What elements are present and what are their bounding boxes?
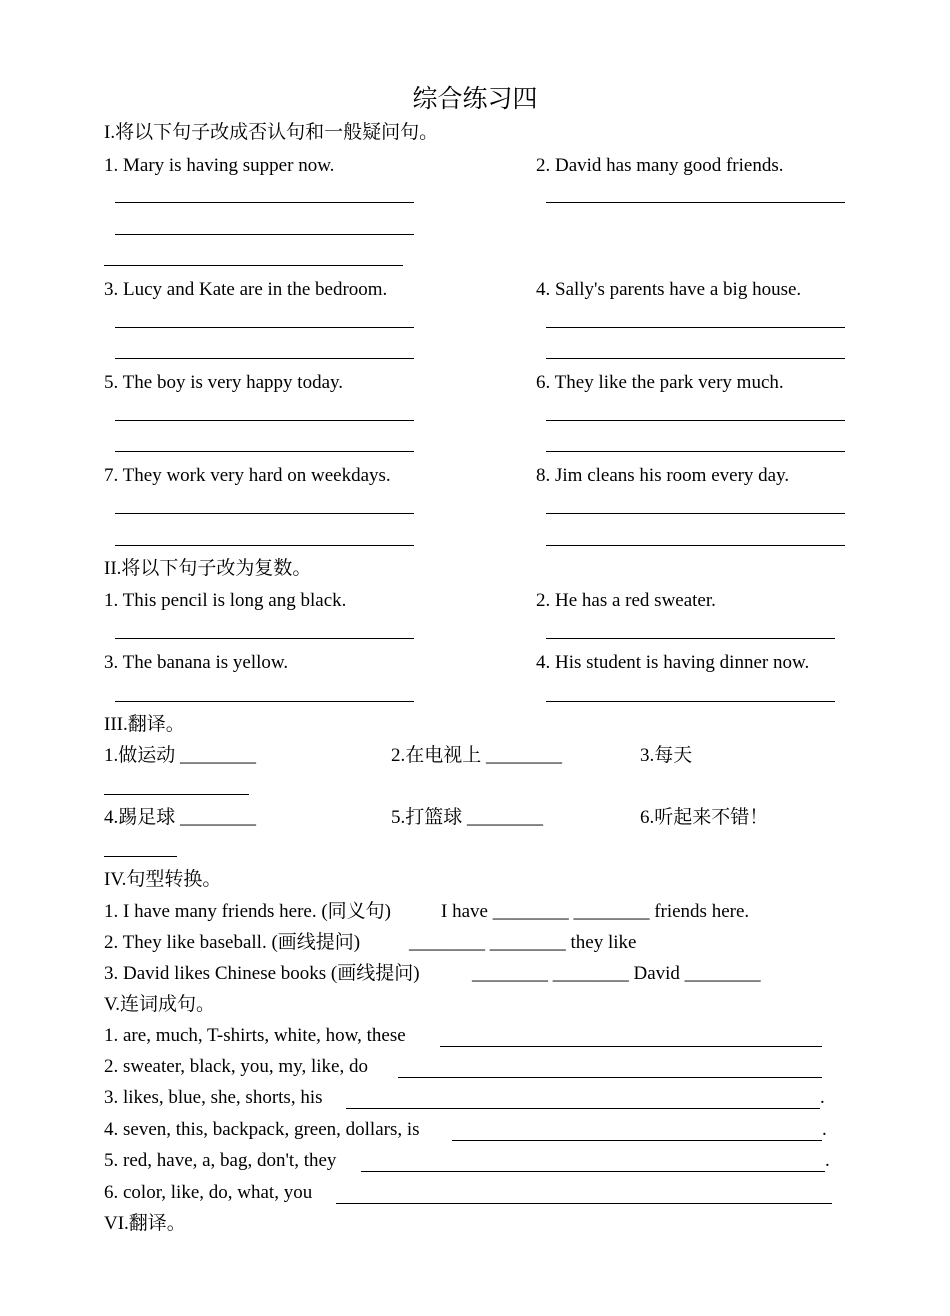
answer-line[interactable]	[546, 545, 845, 546]
answer-line[interactable]	[398, 1077, 822, 1078]
answer-line[interactable]	[115, 420, 414, 421]
answer-line[interactable]	[115, 701, 414, 702]
answer-line[interactable]	[361, 1171, 825, 1172]
s1-question-2: 2. David has many good friends.	[536, 155, 784, 176]
section-1-heading: I.将以下句子改成否认句和一般疑问句。	[104, 122, 439, 143]
s3-item-1: 1.做运动 ________	[104, 745, 257, 766]
answer-line[interactable]	[546, 420, 845, 421]
s3-item-4: 4.踢足球 ________	[104, 807, 257, 828]
s1-question-5: 5. The boy is very happy today.	[104, 372, 344, 393]
s1-question-3: 3. Lucy and Kate are in the bedroom.	[104, 279, 388, 300]
s2-question-3: 3. The banana is yellow.	[104, 652, 289, 673]
page-title: 综合练习四	[412, 86, 538, 113]
s5-question-6: 6. color, like, do, what, you	[104, 1182, 313, 1203]
s1-question-4: 4. Sally's parents have a big house.	[536, 279, 802, 300]
answer-line[interactable]	[115, 234, 414, 235]
answer-line[interactable]	[115, 513, 414, 514]
s5-period: .	[825, 1150, 830, 1171]
answer-line[interactable]	[115, 202, 414, 203]
answer-line[interactable]	[115, 638, 414, 639]
answer-line[interactable]	[104, 856, 177, 857]
s4-question-3-answer: ________ ________ David ________	[472, 963, 761, 984]
s5-question-3: 3. likes, blue, she, shorts, his	[104, 1087, 323, 1108]
section-6-heading: VI.翻译。	[104, 1213, 186, 1234]
answer-line[interactable]	[115, 358, 414, 359]
s5-question-1: 1. are, much, T-shirts, white, how, these	[104, 1025, 406, 1046]
s4-question-1-answer: I have ________ ________ friends here.	[441, 901, 750, 922]
answer-line[interactable]	[336, 1203, 832, 1204]
section-3-heading: III.翻译。	[104, 714, 185, 735]
s1-question-6: 6. They like the park very much.	[536, 372, 784, 393]
s1-question-7: 7. They work very hard on weekdays.	[104, 465, 391, 486]
s4-question-2-prompt: 2. They like baseball. (画线提问)	[104, 932, 361, 953]
s5-question-5: 5. red, have, a, bag, don't, they	[104, 1150, 337, 1171]
section-2-heading: II.将以下句子改为复数。	[104, 558, 312, 579]
answer-line[interactable]	[546, 327, 845, 328]
s3-item-5: 5.打篮球 ________	[391, 807, 544, 828]
section-5-heading: V.连词成句。	[104, 994, 216, 1015]
answer-line[interactable]	[452, 1140, 822, 1141]
answer-line[interactable]	[546, 451, 845, 452]
answer-line[interactable]	[346, 1108, 820, 1109]
answer-line[interactable]	[546, 701, 835, 702]
answer-line[interactable]	[546, 202, 845, 203]
answer-line[interactable]	[546, 638, 835, 639]
s5-period: .	[822, 1119, 827, 1140]
s5-question-2: 2. sweater, black, you, my, like, do	[104, 1056, 368, 1077]
s4-question-1-prompt: 1. I have many friends here. (同义句)	[104, 901, 392, 922]
s3-item-6: 6.听起来不错！	[640, 807, 769, 828]
s2-question-2: 2. He has a red sweater.	[536, 590, 716, 611]
answer-line[interactable]	[115, 451, 414, 452]
answer-line[interactable]	[104, 265, 403, 266]
s2-question-4: 4. His student is having dinner now.	[536, 652, 810, 673]
s1-question-1: 1. Mary is having supper now.	[104, 155, 335, 176]
answer-line[interactable]	[115, 327, 414, 328]
answer-line[interactable]	[546, 513, 845, 514]
s5-period: .	[820, 1087, 825, 1108]
answer-line[interactable]	[440, 1046, 822, 1047]
answer-line[interactable]	[115, 545, 414, 546]
s4-question-3-prompt: 3. David likes Chinese books (画线提问)	[104, 963, 420, 984]
s4-question-2-answer: ________ ________ they like	[409, 932, 637, 953]
answer-line[interactable]	[104, 794, 249, 795]
s1-question-8: 8. Jim cleans his room every day.	[536, 465, 790, 486]
s3-item-3: 3.每天	[640, 745, 693, 766]
s5-question-4: 4. seven, this, backpack, green, dollars, is	[104, 1119, 420, 1140]
answer-line[interactable]	[546, 358, 845, 359]
section-4-heading: IV.句型转换。	[104, 869, 222, 890]
s3-item-2: 2.在电视上 ________	[391, 745, 563, 766]
s2-question-1: 1. This pencil is long ang black.	[104, 590, 347, 611]
